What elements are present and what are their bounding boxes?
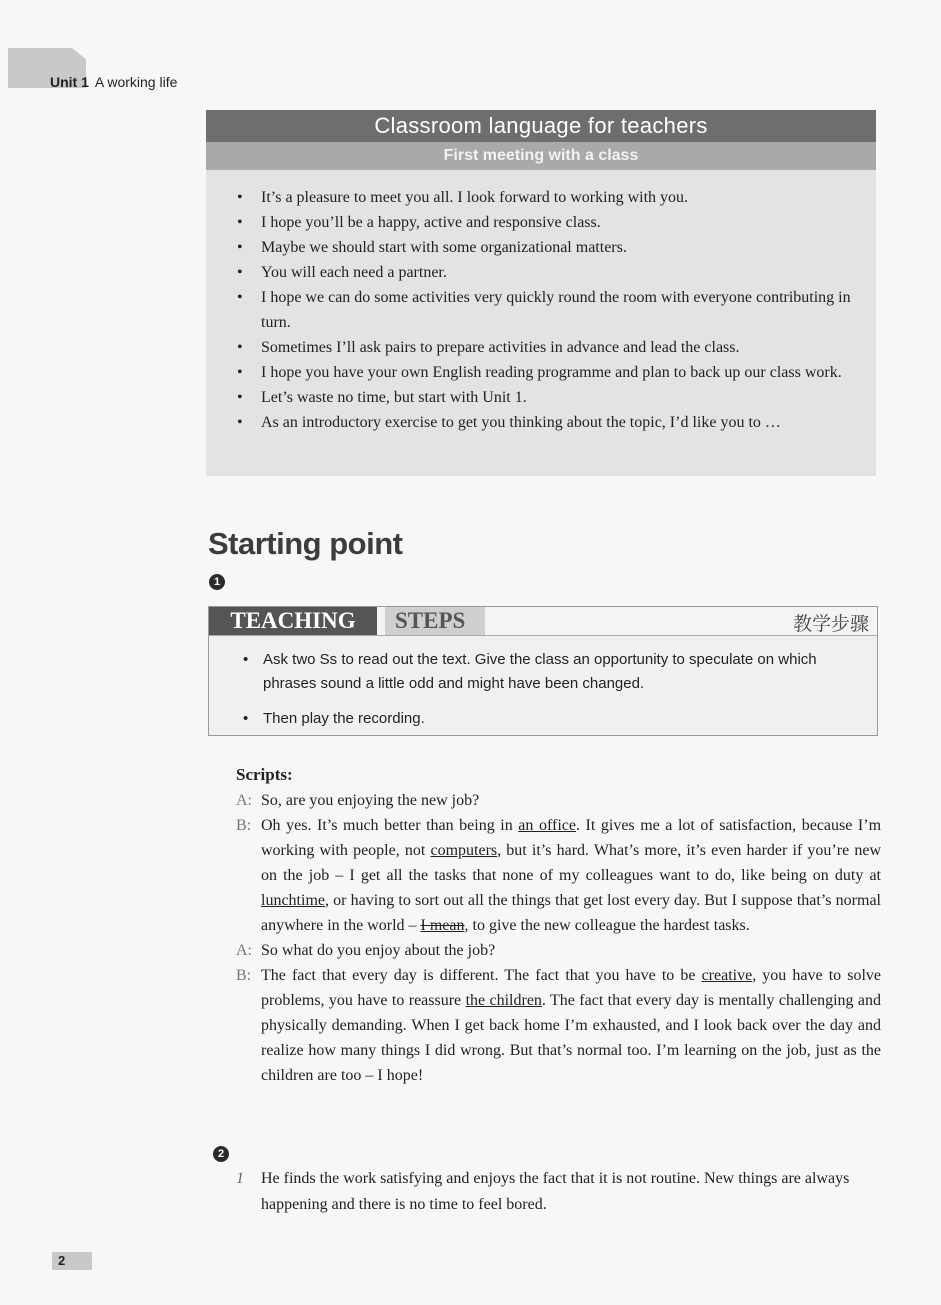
dialogue-line xyxy=(236,788,881,813)
unit-label: Unit 1 xyxy=(50,74,89,90)
teaching-steps-chinese-label: 教学步骤 xyxy=(792,613,869,635)
dialogue-line xyxy=(236,813,881,938)
list-item: • Let’s waste no time, but start with Unit 1. xyxy=(243,385,856,410)
dialogue-text: , you have to solve problems, you have to reassure xyxy=(261,967,882,1009)
list-item: • It’s a pleasure to meet you all. I look forward to working with you. xyxy=(243,185,856,210)
dialogue-text: . It gives me a lot of satisfaction, because I’m working with people, not xyxy=(261,817,882,859)
list-item: • You will each need a partner. xyxy=(243,260,856,285)
classroom-language-box xyxy=(206,110,876,476)
dialogue-text: Oh yes. It’s much better than being in xyxy=(261,817,519,834)
teaching-steps-list xyxy=(209,636,877,731)
speaker-label: A: xyxy=(236,942,252,959)
running-header xyxy=(50,74,177,90)
list-item: • Sometimes I’ll ask pairs to prepare activities in advance and lead the class. xyxy=(243,335,856,360)
underlined-phrase: the children xyxy=(465,992,542,1009)
underlined-phrase: an office xyxy=(518,817,576,834)
classroom-language-title: Classroom language for teachers xyxy=(206,110,876,142)
list-item: • I hope we can do some activities very quickly round the room with everyone contributing in turn. xyxy=(243,285,856,335)
page-number: 2 xyxy=(58,1253,66,1268)
teaching-steps-box xyxy=(208,606,878,736)
scripts-label: Scripts: xyxy=(236,765,293,784)
dialogue-text: , or having to sort out all the things that get lost every day. But I suppose that’s normal anywhere in the world – xyxy=(261,892,881,934)
speaker-label: A: xyxy=(236,792,252,809)
underlined-phrase: lunchtime xyxy=(261,892,325,909)
underlined-phrase: computers xyxy=(430,842,498,859)
dialogue-text: The fact that every day is different. The fact that you have to be xyxy=(261,967,702,984)
section-title: Starting point xyxy=(208,526,403,561)
list-item: • As an introductory exercise to get you thinking about the topic, I’d like you to … xyxy=(243,410,856,435)
answer-text: He finds the work satisfying and enjoys the fact that it is not routine. New things are always happening and there is no time to feel bored. xyxy=(261,1170,850,1213)
list-item: • I hope you’ll be a happy, active and responsive class. xyxy=(243,210,856,235)
list-item: • I hope you have your own English reading programme and plan to back up our class work. xyxy=(243,360,856,385)
dialogue-line xyxy=(236,963,881,1088)
script-dialogue xyxy=(236,788,881,1088)
classroom-language-list xyxy=(206,170,876,435)
teaching-steps-header xyxy=(209,607,877,636)
answer-item xyxy=(236,1166,881,1218)
struck-phrase: I mean xyxy=(420,917,465,934)
exercise-number-2: 2 xyxy=(213,1146,229,1162)
dialogue-text: , to give the new colleague the hardest tasks. xyxy=(464,917,750,934)
teaching-label: TEACHING xyxy=(209,607,377,635)
speaker-label: B: xyxy=(236,967,252,984)
steps-label: STEPS xyxy=(385,607,485,635)
unit-title: A working life xyxy=(94,74,178,90)
list-item: • Ask two Ss to read out the text. Give the class an opportunity to speculate on which phrases sound a little odd and might have been changed. xyxy=(243,648,861,696)
dialogue-text: . The fact that every day is mentally challenging and physically demanding. When I get back home I’m exhausted, and I look back over the day and realize how many things I did wrong. But that’s normal too. I’m learning on the job, just as the children are too – I hope! xyxy=(261,992,882,1084)
dialogue-text: , but it’s hard. What’s more, it’s even harder if you’re new on the job – I get all the tasks that none of my colleagues want to do, like being on duty at xyxy=(261,842,881,884)
dialogue-text: So what do you enjoy about the job? xyxy=(261,942,496,959)
dialogue-text: So, are you enjoying the new job? xyxy=(261,792,480,809)
dialogue-line xyxy=(236,938,881,963)
list-item: • Then play the recording. xyxy=(243,707,861,731)
list-item: • Maybe we should start with some organizational matters. xyxy=(243,235,856,260)
underlined-phrase: creative xyxy=(701,967,753,984)
exercise-number-1: 1 xyxy=(209,574,225,590)
answer-number: 1 xyxy=(236,1170,244,1187)
speaker-label: B: xyxy=(236,817,252,834)
classroom-language-subtitle: First meeting with a class xyxy=(206,142,876,170)
